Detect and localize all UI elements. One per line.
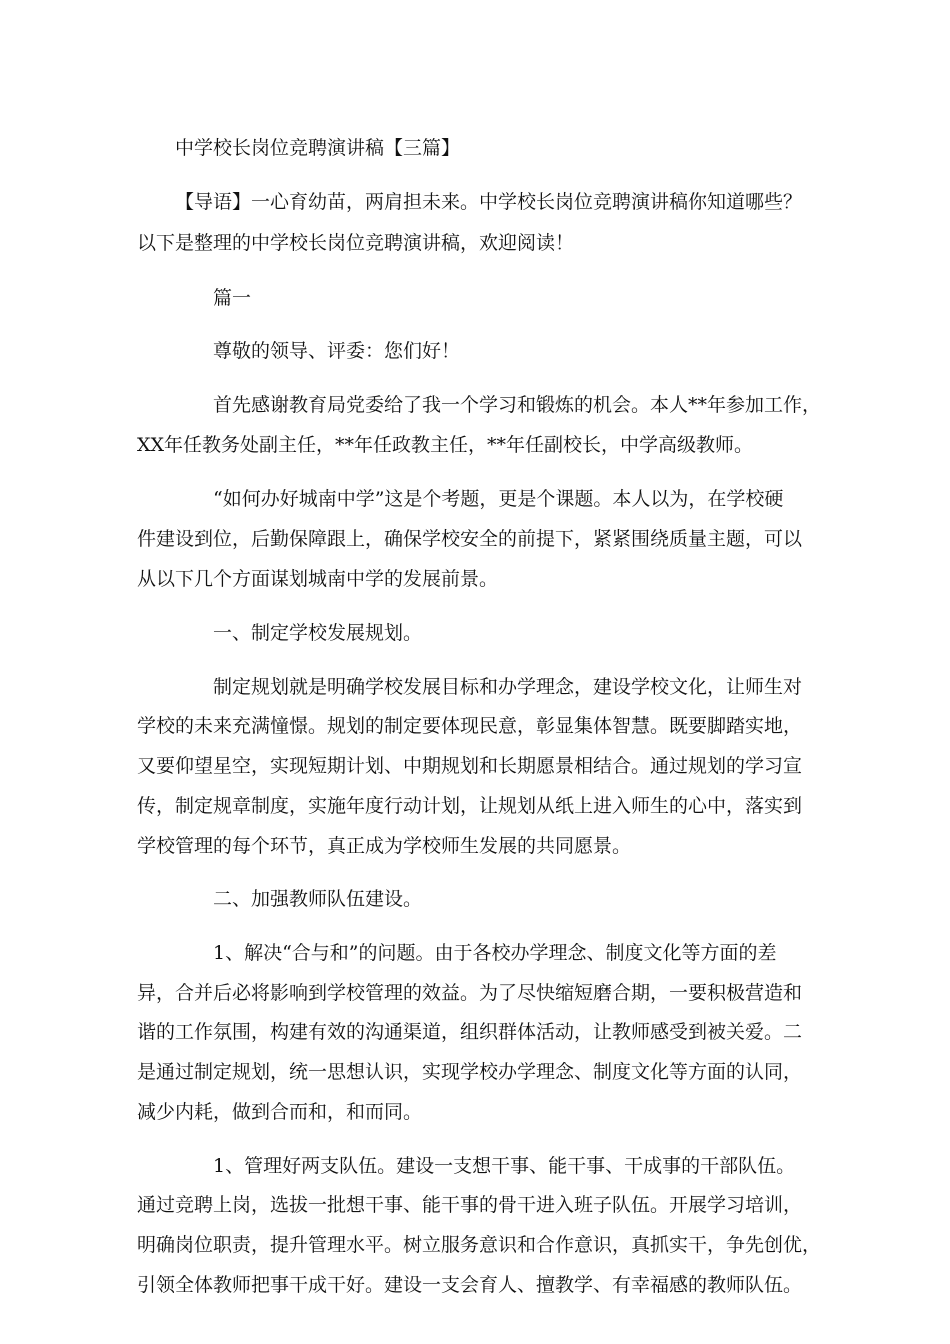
- paragraph-line: XX年任教务处副主任，**年任政教主任，**年任副校长，中学高级教师。: [137, 434, 754, 456]
- paragraph-line: 减少内耗，做到合而和，和而同。: [137, 1101, 423, 1123]
- paragraph-line: 又要仰望星空，实现短期计划、中期规划和长期愿景相结合。通过规划的学习宣: [137, 755, 803, 777]
- document-title: 中学校长岗位竞聘演讲稿【三篇】: [175, 137, 461, 159]
- paragraph-line: “如何办好城南中学”这是个考题，更是个课题。本人以为，在学校硬: [213, 488, 784, 510]
- intro-line: 【导语】一心育幼苗，两肩担未来。中学校长岗位竞聘演讲稿你知道哪些？: [175, 191, 803, 213]
- greeting: 尊敬的领导、评委：您们好！: [213, 340, 461, 362]
- intro-line: 以下是整理的中学校长岗位竞聘演讲稿，欢迎阅读！: [137, 232, 575, 254]
- paragraph-line: 首先感谢教育局党委给了我一个学习和锻炼的机会。本人**年参加工作，: [213, 394, 822, 416]
- paragraph-line: 从以下几个方面谋划城南中学的发展前景。: [137, 568, 499, 590]
- paragraph-line: 是通过制定规划，统一思想认识，实现学校办学理念、制度文化等方面的认同，: [137, 1061, 803, 1083]
- section-subheading: 一、制定学校发展规划。: [213, 622, 423, 644]
- section-subheading: 二、加强教师队伍建设。: [213, 888, 423, 910]
- paragraph-line: 制定规划就是明确学校发展目标和办学理念，建设学校文化，让师生对: [213, 676, 803, 698]
- paragraph-line: 1、管理好两支队伍。建设一支想干事、能干事、干成事的干部队伍。: [213, 1155, 796, 1177]
- paragraph-line: 明确岗位职责，提升管理水平。树立服务意识和合作意识，真抓实干，争先创优，: [137, 1234, 822, 1256]
- paragraph-line: 件建设到位，后勤保障跟上，确保学校安全的前提下，紧紧围绕质量主题，可以: [137, 528, 803, 550]
- paragraph-line: 1、解决“合与和”的问题。由于各校办学理念、制度文化等方面的差: [213, 942, 777, 964]
- section-heading: 篇一: [213, 287, 252, 309]
- paragraph-line: 异，合并后必将影响到学校管理的效益。为了尽快缩短磨合期，一要积极营造和: [137, 982, 803, 1004]
- paragraph-line: 传，制定规章制度，实施年度行动计划，让规划从纸上进入师生的心中，落实到: [137, 795, 803, 817]
- paragraph-line: 引领全体教师把事干成干好。建设一支会育人、擅教学、有幸福感的教师队伍。: [137, 1274, 803, 1296]
- paragraph-line: 学校管理的每个环节，真正成为学校师生发展的共同愿景。: [137, 835, 632, 857]
- paragraph-line: 学校的未来充满憧憬。规划的制定要体现民意，彰显集体智慧。既要脚踏实地，: [137, 715, 803, 737]
- paragraph-line: 谐的工作氛围，构建有效的沟通渠道，组织群体活动，让教师感受到被关爱。二: [137, 1021, 803, 1043]
- paragraph-line: 通过竞聘上岗，选拔一批想干事、能干事的骨干进入班子队伍。开展学习培训，: [137, 1194, 803, 1216]
